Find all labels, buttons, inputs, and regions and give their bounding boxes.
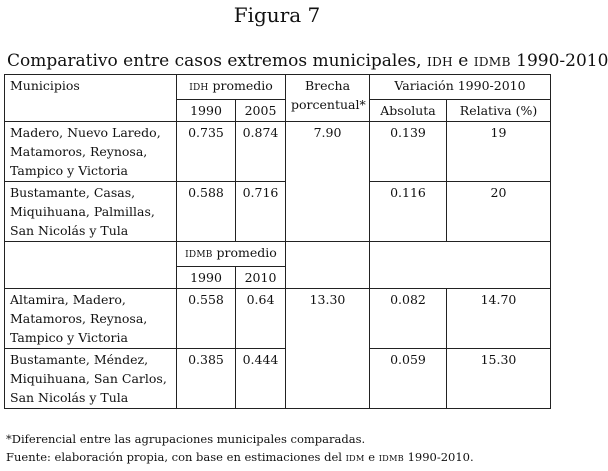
col-header-1990: 1990 [177,100,236,122]
source-e: e [368,450,376,464]
source-text: Fuente: elaboración propia, con base en estimaciones del [6,450,342,464]
idmb-header-row-1 [5,242,551,267]
empty-cell [5,242,177,289]
row-value-2010: 0.64 [236,289,286,349]
table-title-years: 1990-2010 [516,51,608,71]
row-relativa: 15.30 [447,349,551,409]
row-municipios: Altamira, Madero, Matamoros, Reynosa, Tampico y Victoria [5,289,177,349]
empty-cell [286,242,370,289]
promedio-label: promedio [212,78,273,93]
figure-title: Figura 7 [233,3,321,27]
table-title-e: e [458,51,469,71]
table-title [7,50,608,73]
brecha-idh-value: 7.90 [286,122,370,242]
header-row-1 [5,75,551,100]
row-relativa: 19 [447,122,551,182]
row-municipios: Bustamante, Casas, Miquihuana, Palmillas, San Nicolás y Tula [5,182,177,242]
col-header-absoluta: Absoluta [370,100,447,122]
row-municipios: Bustamante, Méndez, Miquihuana, San Carlos, San Nicolás y Tula [5,349,177,409]
col-header-idmb-promedio [177,242,286,267]
row-absoluta: 0.059 [370,349,447,409]
table-title-idh: IDH [426,55,453,69]
row-value-1990: 0.558 [177,289,236,349]
brecha-idmb-value: 13.30 [286,289,370,409]
row-value-2005: 0.874 [236,122,286,182]
table-row [5,349,551,409]
source-idm: IDM [345,453,365,463]
row-municipios: Madero, Nuevo Laredo, Matamoros, Reynosa, Tampico y Victoria [5,122,177,182]
row-value-1990: 0.385 [177,349,236,409]
table-title-text: Comparativo entre casos extremos municipales, [7,51,422,71]
row-absoluta: 0.116 [370,182,447,242]
empty-cell [370,242,551,289]
row-value-2005: 0.716 [236,182,286,242]
source-years: 1990-2010. [407,450,474,464]
footnote-note: *Diferencial entre las agrupaciones municipales comparadas. [6,432,366,446]
row-value-1990: 0.588 [177,182,236,242]
row-absoluta: 0.082 [370,289,447,349]
col-header-2010: 2010 [236,267,286,289]
col-header-variacion: Variación 1990-2010 [370,75,551,100]
col-header-1990: 1990 [177,267,236,289]
row-relativa: 14.70 [447,289,551,349]
col-header-brecha: Brecha porcentual* [286,75,370,122]
footnote-source [6,448,474,467]
row-value-1990: 0.735 [177,122,236,182]
table-row [5,289,551,349]
row-relativa: 20 [447,182,551,242]
col-header-relativa: Relativa (%) [447,100,551,122]
promedio-label: promedio [216,245,277,260]
table-row [5,182,551,242]
table-title-idmb: IDMB [473,55,511,69]
row-absoluta: 0.139 [370,122,447,182]
comparison-table [4,74,551,409]
idmb-label: IDMB [185,250,213,260]
footnotes [6,430,474,467]
row-value-2010: 0.444 [236,349,286,409]
col-header-idh-promedio [177,75,286,100]
source-idmb: IDMB [378,453,404,463]
idh-label: IDH [189,83,209,93]
table-row [5,122,551,182]
col-header-municipios: Municipios [5,75,177,122]
col-header-2005: 2005 [236,100,286,122]
